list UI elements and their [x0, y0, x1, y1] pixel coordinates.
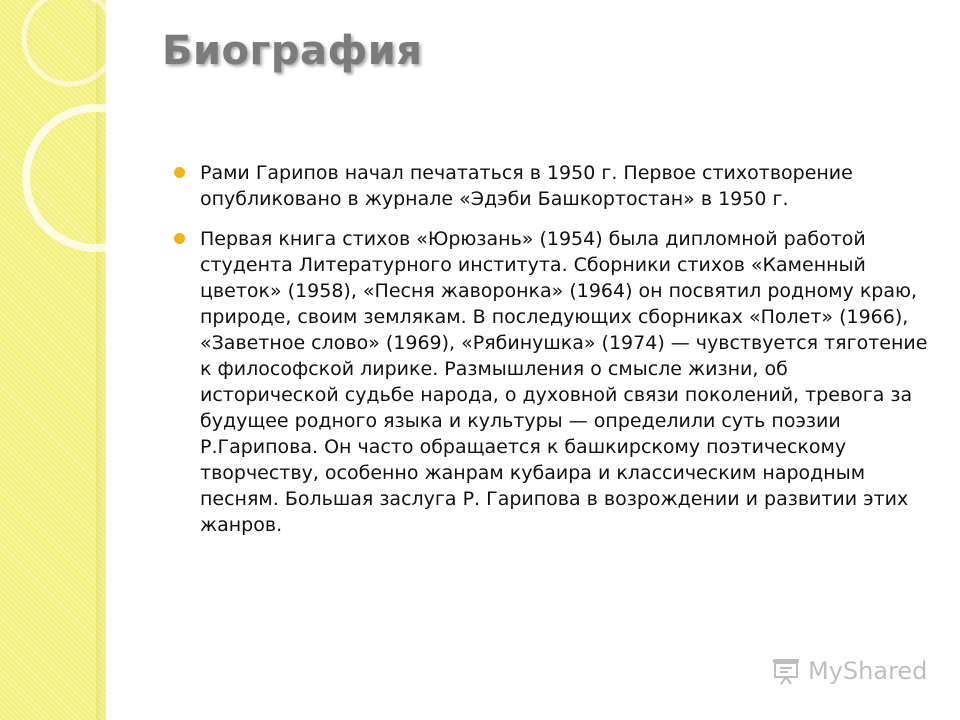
watermark — [770, 656, 927, 686]
bullet-dot-icon — [174, 233, 185, 244]
slide-title: Биография — [162, 28, 423, 74]
bullet-item-2 — [172, 226, 928, 538]
decorative-circle-large — [26, 108, 166, 248]
bullet-list — [172, 160, 928, 538]
bullet-dot-icon — [174, 167, 185, 178]
decorative-circle-small — [24, 0, 116, 84]
decorative-circles — [0, 0, 160, 320]
slide-content — [172, 160, 928, 552]
projector-screen-icon — [770, 656, 802, 686]
bullet-item-1 — [172, 160, 928, 212]
bullet-text-1: Рами Гарипов начал печататься в 1950 г. Первое стихотворение опубликовано в журнале «Эдэби Башкортостан» в 1950 г. — [200, 162, 853, 210]
watermark-text: MyShared — [808, 657, 928, 685]
bullet-text-2: Первая книга стихов «Юрюзань» (1954) была дипломной работой студента Литературного института. Сборники стихов «Каменный цветок» (1958), «Песня жаворонка» (1964) он посвятил родному краю, природе, своим землякам. В последующих сборниках «Полет» (1966), «Заветное слово» (1969), «Рябинушка» (1974) — чувствуется тяготение к философской лирике. Размышления о смысле жизни, об исторической судьбе народа, о духовной связи поколений, тревога за будущее родного языка и культуры — определили суть поэзии Р.Гарипова. Он часто обращается к башкирскому поэтическому творчеству, особенно жанрам кубаира и классическим народным песням. Большая заслуга Р. Гарипова в возрождении и развитии этих жанров. — [200, 228, 928, 536]
